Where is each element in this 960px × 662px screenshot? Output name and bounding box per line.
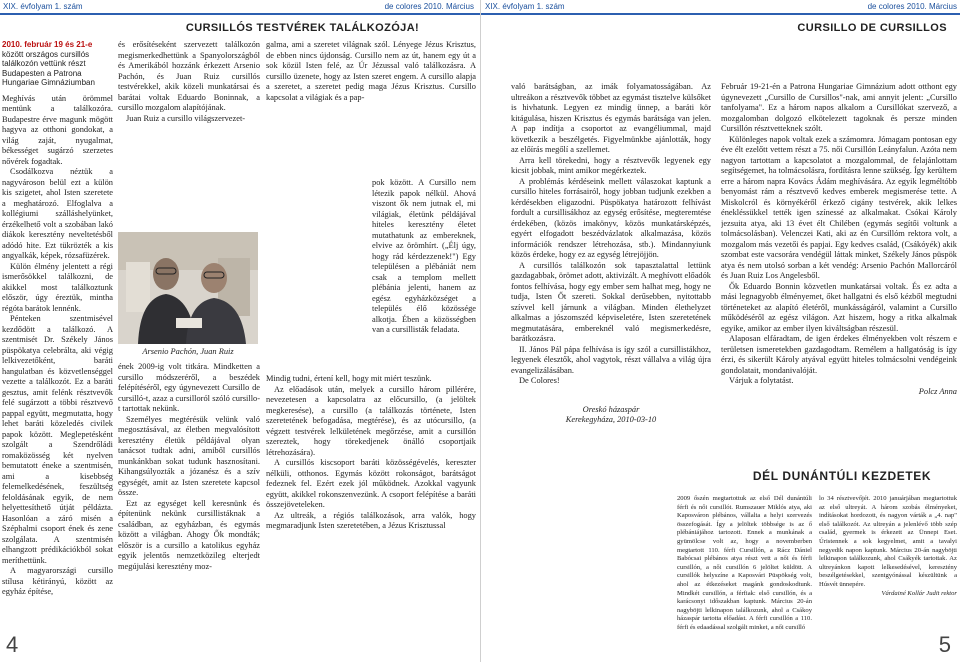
lead-date: 2010. február 19 és 21-e (2, 40, 93, 49)
running-head-issue: XIX. évfolyam 1. szám (3, 2, 83, 11)
paragraph: Ezt az egységet kell keresnünk és építenünk nekünk cursillistáknak a családban, az egyházban, és egymás között a világban. Ahogy Ők mondták; először is a cursillo a katolikus egyház egyik jelentős nemzetközileg elterjedt megújulási keresztény moz- (118, 498, 260, 571)
paragraph: ének 2009-ig volt titkára. Mindketten a cursillo módszeréről, a beszédek felépítéséről, egy úgynevezett Cursillo de cursilló-t, azaz a cursilloról szóló cursillo-t tartottak nekünk. (118, 362, 260, 413)
paragraph: Juan Ruiz a cursillo világszervezet- (126, 113, 246, 123)
paragraph: Február 19-21-én a Patrona Hungariae Gimnázium adott otthont egy úgynevezett „Cursillo de Cursillos"-nak, ami annyit jelent: „Cursillo tanfolyama". Ez a három napos alkalom a Cursillókat szervező, a mozgalomban dolgozó elkötelezett tagoknak és persze minden Cursillón résztvetteknek szólt. (721, 82, 957, 133)
paragraph: Mindig tudni, értení kell, hogy mit miért teszünk. (266, 374, 432, 383)
signature-place: Kerekegyháza, 2010-03-10 (565, 415, 657, 424)
signature: Polcz Anna (918, 386, 957, 396)
paragraph: Csodálkozva néztük a nagyvároson belül ezt a külön kis szigetet, ahol Isten szeretete a meghatározó. Elfoglalva a kollégiumi szálláshelyünket, érzékelhető volt a szobában lakó diákok keresztény neveltetésből adódó hite. Ezt tükrözték a kis angyalkák, képek, rózsafüzérek. (2, 167, 113, 260)
box-column-2 (819, 495, 957, 645)
box-title: DÉL DUNÁNTÚLI KEZDETEK (724, 461, 960, 491)
paragraph: 2009 őszén megtartottuk az első Dél dunántúli férfi és női cursillót. Rumszauer Miklós atya, aki Kaposváron plébános, vállalta a helyi szervezés összefogását. Így a jelöltek többsége is az ő plébániájához tartozott. Ennek a munkának a gyümölcse volt az, hogy a novemberben megtartott 110. férfi Cursillón, a Rácz Dániel Babócsai plébános atya részt vett a női és férfi cursillón, a női cursillón 6 jelöltet küldött. A cursillók helyszíne a Kaposvári Püspökség volt, ahol az étkezéseket magánk gondoskodtunk. Mindkét cursillón, a férfiak: első cursillón, és a karácsonyi időszakban kaptunk. Március 20-án nagyböjti lelkinapon találkozunk, ahol a Csákoy házaspár tartotta előadást. A férfi cursillón a 110. férfi és edaadással szolgált minket, a női cursilló (677, 495, 812, 631)
left-column-3-bottom (266, 374, 476, 630)
left-column-1 (2, 40, 113, 630)
paragraph: lo 34 résztvevőjét. 2010 januárjában megtartottuk az első ultreyát. A három szobás élményeket, indításokat hordozott, és nagyon várták a „4. nap" első találkozót. Az ultreyán a jelenlévő több szép család, gyermek is érkezett az Ünnepi Eset. Úristennek a sok kegyelmet, amit a tavalyi negyedik napon kaptunk. Március 20-án nagyböjti lelkinapon találkozunk, ahol Csákyék tartottak. Az ultreyánkon kapott lelkesedésével, keresztény beszélgetésekkel, szentgyónással készültünk a Húsvét ünnepére. (819, 495, 957, 588)
page-number-right: 5 (938, 632, 951, 657)
lead-rest: között országos cursillós találkozón vettünk részt Budapesten a Patrona Hungariae Gimnáziumban (2, 49, 95, 87)
paragraph: Alaposan elfáradtam, de igen érdekes élményekben volt részem e területsen ismeretekben gazdagodtam. Remélem a hallgatóság is így érzi, és sikerült Károly atyával együtt hiteles tolmácsolni vendégeink gondolatait, mondanivalóját. (721, 334, 957, 375)
paragraph: Személyes megtérésük velünk való megosztásával, az életben megvalósított keresztény életük példájával olyan tanácsot tudtak adni, amiből cursillós munkánkban sokat tudunk hasznosítani. Kihangsúlyozták a józanész és a szív egységét, amit az Isten szeretete kapcsol össze. (118, 414, 260, 497)
signature-name: Oreskó házaspár (582, 404, 640, 414)
section-title: CURSILLÓS TESTVÉREK TALÁLKOZÓJA! (185, 22, 420, 34)
paragraph: A cursillós találkozón sok tapasztalattal lettünk gazdagabbak, örömet adott, aktivizált. A meghívott előadók fontos felhívása, hogy egy ember sem halhat meg, hogy ne tudja, Isten Őt szereti. Sokkal derűsebben, nyitottabb szívvel kell járnunk a világban. Minden élethelyzet alkalmas a jószomszéd képviseletére, Isten szeretetének megmutatására, embereknél való megismerkedésre, barátkozásra. (511, 260, 711, 343)
paragraph: Az előadások után, melyek a cursillo három pillérére, nevezetesen a kapcsolatra az előcursillo, (a jelöltek megkeresése), a cursillo (a találkozás története, Isten szeretetének befogadása, megtérése), és az utócursillo, (a végzett testvérek lelkületének megőrzése, amit a cursillón szereztek, hogy törekedjenek önálló csoportjaik létrehozására). (266, 384, 476, 457)
paragraph: Külön élmény jelentett a régi ismerősökkel találkozni, de akikkel most találkoztunk először, úgy éreztük, mintha régóta barátok lennénk. (2, 261, 113, 313)
paragraph: és erősítéseként szervezett találkozón megismerkedhettünk a Spanyolországból és Amerikából hozzánk érkezett Arsenio Pachón, és Juan Ruiz cursillós testvérekkel, akik közeli munkatársai és barátai voltak Eduardo Boninnak, a cursillo mozgalom alapítójának. (118, 40, 260, 112)
running-head-issue: XIX. évfolyam 1. szám (485, 2, 565, 11)
photo-caption: Arsenio Pachón, Juan Ruiz (142, 347, 234, 356)
paragraph: Várjuk a folytatást. (729, 376, 794, 385)
two-men-photo-icon (118, 232, 258, 344)
box-column-1 (677, 495, 812, 645)
paragraph: Különleges napok voltak ezek a számomra. Jómagam pontosan egy éve élt ezelőtt vettem részt a 75. női Cursillón Leányfalun. Azóta nem nagyon tartottam a kapcsolatot a mozgalommal, de felajánlottam segítségemet, ha tolmácsolásra, fordításra lenne szükség. Így kerültem erre a három napra Kovács Ádám meghívására. Az egyik legméltóbb benyomást rám a résztvevő kedves emberek megismerése tette. A Miskolcról és környékéről érkező cigány testvérek, akik lelkes énekléssükkel tették igen színessé az alkalmakat. Csókai Károly jezsuita atya, aki 13 évet élt Chilében (egymás segítői voltunk a tolmácsolásban). Velenczei Kati, aki az én Cursillóm rektora volt, a mozgalom más vezetői és papjai. Egy kedves család, (Csákóyék) akik szombat este vacsorára vendégül láttak minket, Székely János püspök atya és nem utolsó sorban a két vendég: Arsenio Pachón Mallorcáról és Juan Ruiz Los Angelesből. (721, 134, 957, 280)
portrait-photo (118, 232, 258, 344)
paragraph: Ők Eduardo Bonnin közvetlen munkatársai voltak. És ez adta a mási legnagyobb élményemet, őket hallgatni és első kézből megtudni történeteket az alapító életéről, munkásságáról, valamint a Cursillo működéséről az egész világon. Azt hiszem, hogy a ritka alkalmak egyike, amikor az ember ilyen kiváltságban részesül. (721, 281, 957, 333)
closing-greeting: De Colores! (519, 376, 560, 385)
left-column-2-bottom (118, 362, 260, 630)
page-number-left: 4 (6, 632, 19, 657)
lead-paragraph (2, 40, 113, 88)
section-title: CURSILLO DE CURSILLOS (797, 22, 947, 34)
left-column-3-narrow (372, 178, 476, 374)
paragraph: Az ultreák, a régiós találkozások, arra valók, hogy megmaradjunk Isten szeretetében, a Jézus Krisztussal (266, 510, 476, 530)
paragraph: A problémás kérdéseink mellett válaszokat kaptunk a cursillo hiteles forrásairól, hogy jobban tudjunk ezekben a kérdésekben eligazodni. Püspökatya határozott felhívást fordult a cursillisákhoz az egység erősítése, megteremtése érdekében, (közös imakönyv, közös munkatársképzés, egyért elfogadott beszédvázlatok alkalmazása, közös információk rendszer létrehozása, stb.). Mindannyiunk közös érdeke, hogy ez az egység létrejöjjön. (511, 176, 711, 259)
box-signature: Várdainé Kollár Judit rektor (881, 589, 957, 597)
paragraph: A magyarországi cursillo stílusa kétirányú, között az egyház építése, (2, 566, 113, 596)
paragraph: galma, ami a szeretet világnak szól. Lényege Jézus Krisztus, de ebben nincs újdonság. Cursillo nem az út, hanem egy út a sok közül Isten felé, az Úr Jézussal való találkozásra. A cursillo üzenete, hogy az Isten szeret engem. A cursillo alapja a szeretet, a szeretet pedig maga Jézus Krisztus. Cursillo kapcsolat a világiak és a pap- (266, 40, 476, 102)
left-column-3-top (266, 40, 476, 174)
running-head-date: de colores 2010. Március (867, 2, 957, 11)
right-page (480, 0, 960, 662)
paragraph: Pénteken szentmisével kezdődött a találkozó. A szentmisét Dr. Székely János püspökatya celebrálta, aki végig lelkivezetőként, baráti hangulatban és közvetlenséggel vezette a találkozót. Ez a baráti gesztus, amit felénk résztvevők felé sugárzott a többi résztvevő pappal együtt, megmutatta, hogy lehet baráti közeledés civilek papok között. Meglepetésként szolgált a Szendrőládi romaközösség két nyelven bemutatott éneke a szentmisén, ami a kisebbség felemelkedésének, feszültség feloldásának egyik, de nem helyettesíthető útját példázta. Hasonlóan a záró misén a Széphalmi csoport ének és zene szolgálata. A szentmisén elhangzott prédikációkból sokat meríthettünk. (2, 314, 113, 565)
paragraph: pok között. A Cursillo nem létezik papok nélkül. Ahová viszont ők nem jutnak el, mi világiak, életünk példájával hiteles keresztény életet mutathatunk az embereknek, elvive az örömhírt. („Élj úgy, hogy rád kérdezzenek!") Egy településen a plébániát nem csak a templom mellett plébánia jelenti, hanem az egész egyházközséget a település élő közössége alkotja. Ében a közösségben van a cursillisták feladata. (372, 178, 476, 334)
left-column-2-top (118, 40, 260, 230)
paragraph: Arra kell törekedni, hogy a résztvevők legyenek egy kicsit jobbak, mint amikor megérkeztek. (511, 155, 711, 175)
paragraph: II. János Pál pápa felhívása is így szól a cursillistákhoz, legyenek élesztők, ahol vagytok, részt vállalva a világ újra evangelizálásában. (511, 344, 711, 375)
header-rule (0, 13, 480, 15)
header-rule (481, 13, 960, 15)
paragraph: A cursillós kiscsoport baráti közösségévelés, kereszter nélküli, otthonos. Egymás között rokonságot, barátságot fedeznek fel. Ezért ezek jól működnek. Azokkal vagyunk együtt, akikkel rokonszenvezünk. A csoport felépítése a baráti összejöveteleken. (266, 458, 476, 509)
right-column-2 (721, 82, 957, 454)
paragraph: való barátságban, az imák folyamatosságában. Az ultreákon a résztvevők többet az egymást tisztelve külsőket is hivhatunk. Legyen ez mindig ünnep, a baráti kör kitágulása, hiszen Krisztus és egymás barátsága van jelen. A pap indítja a csoportot az evangéliummal, majd következik a beszélgetés. Figyelmünkbe ajánlották, hogy az előírás megőlí a szellemet. (511, 82, 711, 154)
paragraph: Meghívás után örömmel mentünk a találkozóra. Budapestre érve magunk mögött hagyva az otthoni gondokat, a világ zaját, nyugalmat, békességet sugárzó szerzetes nővérek fogadtak. (2, 93, 113, 166)
running-head-date: de colores 2010. Március (384, 2, 474, 11)
